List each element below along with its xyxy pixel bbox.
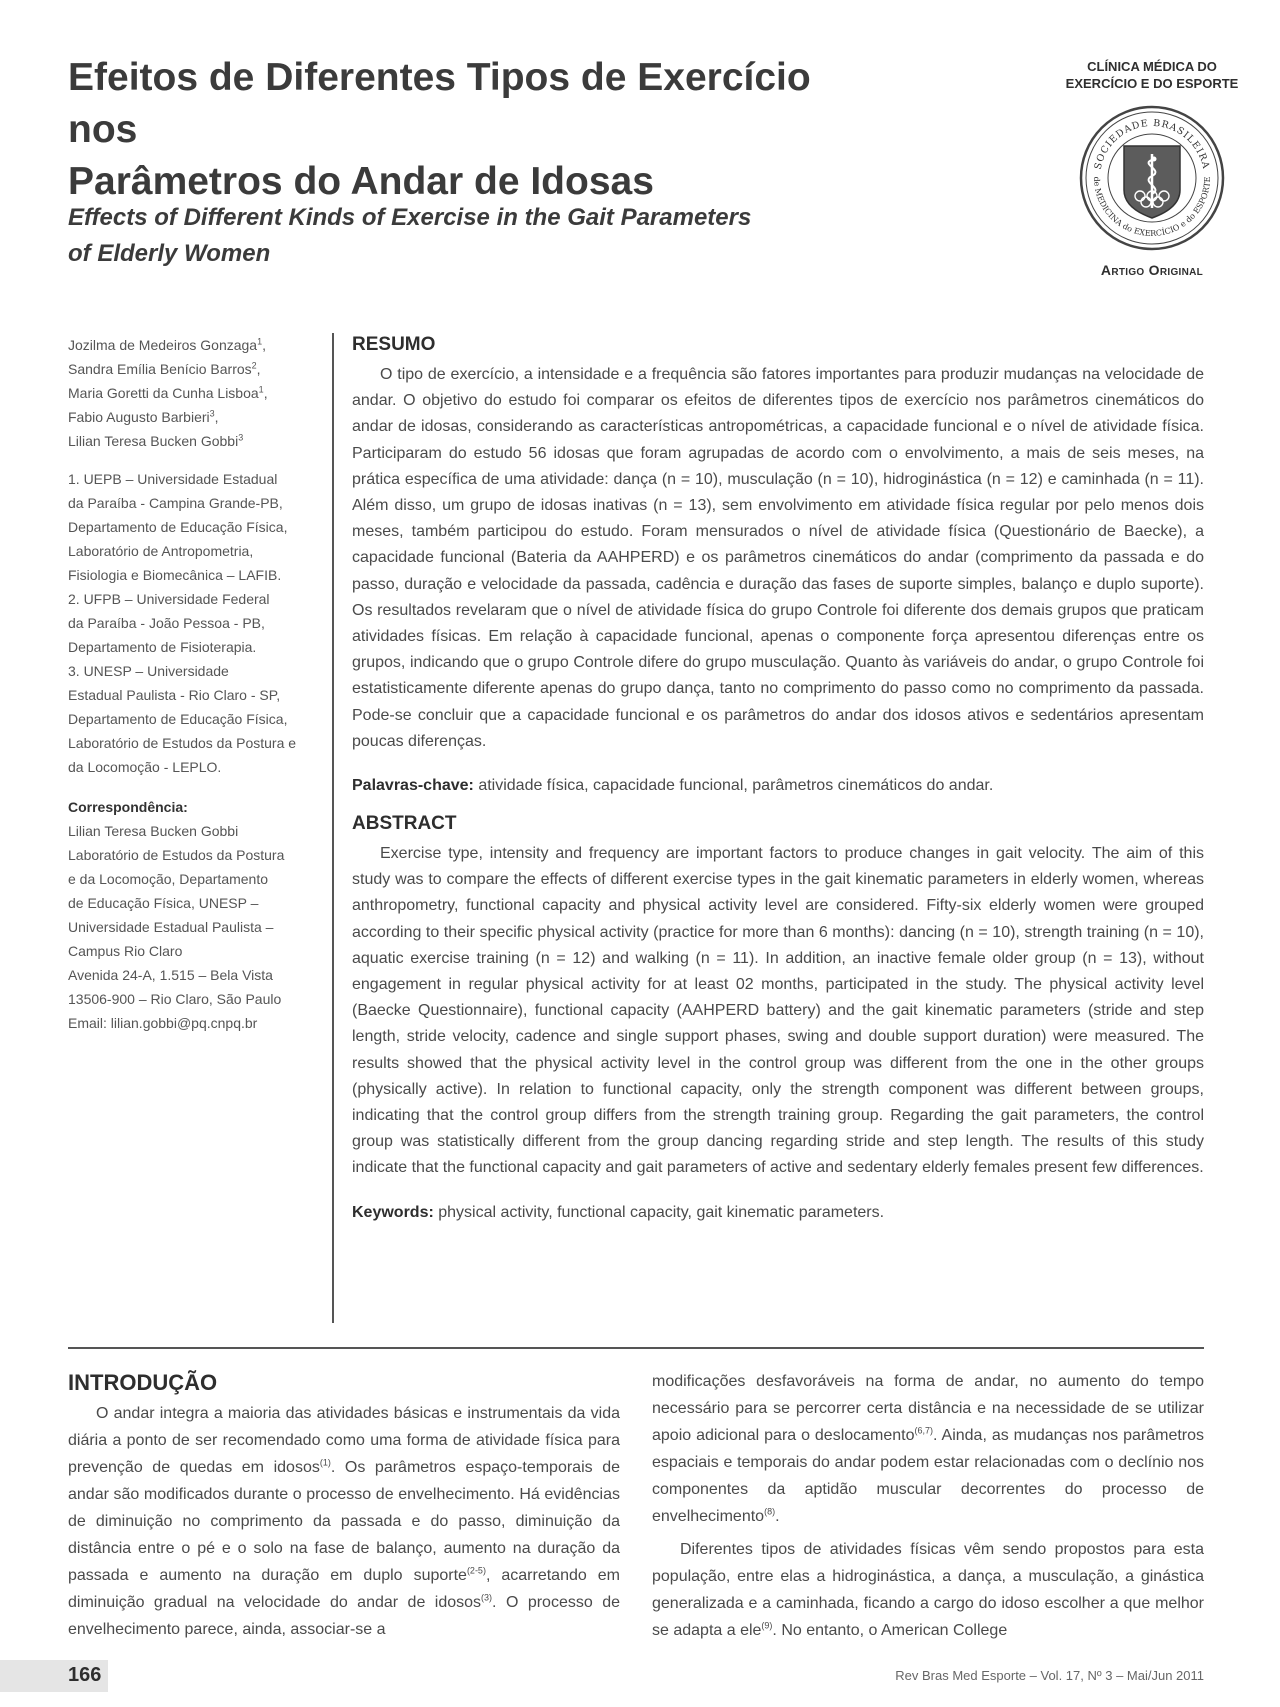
citation: (1) — [319, 1457, 331, 1468]
author-name: Maria Goretti da Cunha Lisboa — [68, 385, 259, 401]
intro-text: . Ainda, as mudanças nos parâmetros espaciais e temporais do andar podem estar relacionadas com o declínio nos componentes da aptidão muscular decorrentes do processo de envelhecimento — [652, 1427, 1205, 1525]
author-info-column — [68, 333, 320, 1035]
correspondence-line: 13506-900 – Rio Claro, São Paulo — [68, 991, 282, 1007]
abstract-keywords — [352, 1200, 1204, 1226]
intro-text: modificações desfavoráveis na forma de andar, no aumento do tempo necessário para se percorrer certa distância e na necessidade de se utilizar apoio adicional para o deslocamento — [652, 1373, 1204, 1444]
abstract-keywords-label: Keywords: — [352, 1203, 434, 1221]
correspondence-line: Universidade Estadual Paulista – — [68, 919, 274, 935]
intro-paragraph-1 — [68, 1400, 620, 1643]
correspondence-email: Email: lilian.gobbi@pq.cnpq.br — [68, 1015, 258, 1031]
article-title-en — [68, 200, 828, 272]
citation: (8) — [764, 1506, 776, 1517]
correspondence-line: e da Locomoção, Departamento — [68, 871, 269, 887]
section-name-line-1: CLÍNICA MÉDICA DO — [1087, 59, 1217, 74]
intro-text: . No entanto, o American College — [772, 1622, 1008, 1639]
author-list — [68, 333, 320, 453]
resumo-keywords-label: Palavras-chave: — [352, 777, 474, 795]
resumo-text: O tipo de exercício, a intensidade e a frequência são fatores importantes para produzir mudanças na velocidade de andar. O objetivo do estudo foi comparar os efeitos de diferentes tipos de exercício nos parâmetros cinemáticos do andar de idosas, considerando as características antropométricas, a capacidade funcional e o nível de atividade física. Participaram do estudo 56 idosas que foram agrupadas de acordo com o envolvimento, a mais de seis meses, na prática específica de uma atividade: dança (n = 10), musculação (n = 10), hidroginástica (n = 12) e caminhada (n = 11). Além disso, um grupo de idosas inativas (n = 13), sem envolvimento em atividade física regular por pelo menos dois meses, também participou do estudo. Foram mensurados o nível de atividade física (Questionário de Baecke), a capacidade funcional (Bateria da AAHPERD) e os parâmetros cinemáticos do andar (comprimento da passada e do passo, duração e velocidade da passada, cadência e duração das fases de suporte simples, balanço e duplo suporte). Os resultados revelaram que o nível de atividade física do grupo Controle foi diferente dos demais grupos que praticam atividades físicas. Em relação à capacidade funcional, apenas o componente força apresentou diferenças entre os grupos, indicando que o grupo Controle difere do grupo musculação. Quanto às variáveis do andar, o grupo Controle foi estatisticamente diferente apenas do grupo dança, tanto no comprimento do passo como no comprimento da passada. Pode-se concluir que a capacidade funcional e os parâmetros do andar dos idosos ativos e sedentários apresentam poucas diferenças. — [352, 366, 1204, 750]
intro-text: , acarretando em diminuição gradual na velocidade do andar de idosos — [68, 1567, 620, 1611]
author-5 — [68, 429, 320, 453]
society-seal-logo — [1078, 104, 1226, 252]
affiliation-line: da Paraíba - João Pessoa - PB, — [68, 615, 265, 631]
abstract-keywords-text: physical activity, functional capacity, gait kinematic parameters. — [438, 1203, 885, 1221]
author-separator: , — [262, 337, 267, 353]
intro-text: O andar integra a maioria das atividades básicas e instrumentais da vida diária a ponto de ser recomendado como uma forma de atividade física para prevenção de quedas em idosos — [68, 1405, 620, 1476]
correspondence-address — [68, 819, 320, 1035]
citation: (3) — [481, 1592, 493, 1603]
author-affiliation-number: 1 — [257, 336, 263, 347]
author-name: Fabio Augusto Barbieri — [68, 409, 210, 425]
affiliation-line: 1. UEPB – Universidade Estadual — [68, 471, 278, 487]
resumo-heading: RESUMO — [352, 334, 436, 355]
author-separator: , — [256, 361, 261, 377]
correspondence-line: Lilian Teresa Bucken Gobbi — [68, 823, 239, 839]
intro-text: . Os parâmetros espaço-temporais de andar são modificados durante o processo de envelhecimento. Há evidências de diminuição no comprimento da passada e do passo, diminuição da distância entre o pé e o solo na fase de balanço, aumento na duração da passada e aumento na duração em duplo suporte — [68, 1459, 621, 1584]
correspondence-line: Laboratório de Estudos da Postura — [68, 847, 285, 863]
intro-text: . — [775, 1508, 780, 1525]
author-4 — [68, 405, 320, 429]
author-affiliation-number: 1 — [258, 384, 264, 395]
intro-text: . O processo de envelhecimento parece, ainda, associar-se a — [68, 1594, 620, 1638]
author-name: Sandra Emília Benício Barros — [68, 361, 252, 377]
seal-bottom-text: de MEDICINA do EXERCÍCIO e do ESPORTE — [1091, 176, 1213, 239]
title-pt-line-2: Parâmetros do Andar de Idosas — [68, 160, 654, 203]
seal-top-text: SOCIEDADE BRASILEIRA — [1092, 117, 1212, 171]
affiliation-line: 2. UFPB – Universidade Federal — [68, 591, 270, 607]
abstract-heading: ABSTRACT — [352, 813, 457, 835]
affiliation-line: Departamento de Educação Física, — [68, 519, 288, 535]
author-3 — [68, 381, 320, 405]
section-name-line-2: EXERCÍCIO E DO ESPORTE — [1065, 76, 1239, 91]
affiliation-line: 3. UNESP – Universidade — [68, 663, 229, 679]
author-1 — [68, 333, 320, 357]
intro-paragraph-1-continued — [652, 1368, 1204, 1530]
affiliation-line: Departamento de Educação Física, — [68, 711, 288, 727]
citation: (2-5) — [466, 1565, 486, 1576]
affiliation-line: Laboratório de Estudos da Postura e — [68, 735, 297, 751]
section-name — [1052, 58, 1252, 92]
affiliation-line: Estadual Paulista - Rio Claro - SP, — [68, 687, 281, 703]
affiliation-line: Laboratório de Antropometria, — [68, 543, 254, 559]
resumo-keywords — [352, 773, 1204, 799]
article-type: Artigo Original — [1100, 262, 1204, 278]
correspondence-line: Avenida 24-A, 1.515 – Bela Vista — [68, 967, 273, 983]
author-separator: , — [263, 385, 268, 401]
affiliation-line: Departamento de Fisioterapia. — [68, 639, 257, 655]
journal-section-box — [1052, 58, 1252, 278]
title-en-line-1: Effects of Different Kinds of Exercise in the Gait Parameters — [68, 204, 752, 231]
title-pt-line-1: Efeitos de Diferentes Tipos de Exercício nos — [68, 56, 811, 151]
resumo-keywords-text: atividade física, capacidade funcional, parâmetros cinemáticos do andar. — [478, 777, 994, 795]
citation: (6,7) — [914, 1425, 934, 1436]
author-affiliation-number: 3 — [209, 408, 215, 419]
affiliation-line: Fisiologia e Biomecânica – LAFIB. — [68, 567, 282, 583]
intro-column-2 — [652, 1368, 1204, 1644]
intro-heading: INTRODUÇÃO — [68, 1370, 218, 1395]
author-affiliation-number: 2 — [251, 360, 257, 371]
correspondence-line: de Educação Física, UNESP – — [68, 895, 259, 911]
title-en-line-2: of Elderly Women — [68, 240, 271, 267]
author-separator: , — [214, 409, 219, 425]
journal-citation: Rev Bras Med Esporte – Vol. 17, Nº 3 – Mai/Jun 2011 — [895, 1668, 1204, 1683]
correspondence-line: Campus Rio Claro — [68, 943, 183, 959]
author-affiliation-number: 3 — [238, 432, 244, 443]
abstract-text: Exercise type, intensity and frequency are important factors to produce changes in gait velocity. The aim of this study was to compare the effects of different exercise types in the gait kinematic parameters in elderly women, whereas anthropometry, functional capacity and physical activity level are considered. Fifty-six elderly women were grouped according to their specific physical activity (practice for more than 6 months): dancing (n = 10), strength training (n = 10), aquatic exercise training (n = 12) and walking (n = 11). In addition, an inactive female older group (n = 13), without engagement in regular physical activity for at least 02 months, participated in the study. The physical activity level (Baecke Questionnaire), functional capacity (AAHPERD battery) and the gait kinematic parameters (stride and step length, stride velocity, cadence and single support phases, swing and double support duration) were measured. The results showed that the physical activity level in the control group was different from the one in the other groups (physically active). In relation to functional capacity, only the strength component was different between groups, indicating that the control group differs from the strength training group. Regarding the gait parameters, the control group was statistically different from the group dancing regarding stride and step length. The results of this study indicate that the functional capacity and gait parameters of active and sedentary elderly females present few differences. — [352, 845, 1204, 1177]
intro-column-1 — [68, 1368, 620, 1643]
affiliation-line: da Locomoção - LEPLO. — [68, 759, 222, 775]
abstract-column — [352, 332, 1204, 1226]
citation: (9) — [761, 1620, 773, 1631]
author-2 — [68, 357, 320, 381]
affiliation-list — [68, 467, 320, 779]
section-divider — [68, 1347, 1204, 1349]
affiliation-line: da Paraíba - Campina Grande-PB, — [68, 495, 283, 511]
author-name: Jozilma de Medeiros Gonzaga — [68, 337, 258, 353]
column-divider — [332, 333, 334, 1323]
intro-paragraph-2 — [652, 1536, 1204, 1644]
intro-text: Diferentes tipos de atividades físicas vêm sendo propostos para esta população, entre elas a hidroginástica, a dança, a musculação, a ginástica generalizada e a caminhada, ficando a cargo do idoso escolher a que melhor se adapta a ele — [652, 1541, 1204, 1639]
author-name: Lilian Teresa Bucken Gobbi — [68, 433, 239, 449]
page-number: 166 — [68, 1664, 102, 1686]
article-title-pt — [68, 52, 868, 208]
correspondence-label: Correspondência: — [68, 799, 188, 815]
